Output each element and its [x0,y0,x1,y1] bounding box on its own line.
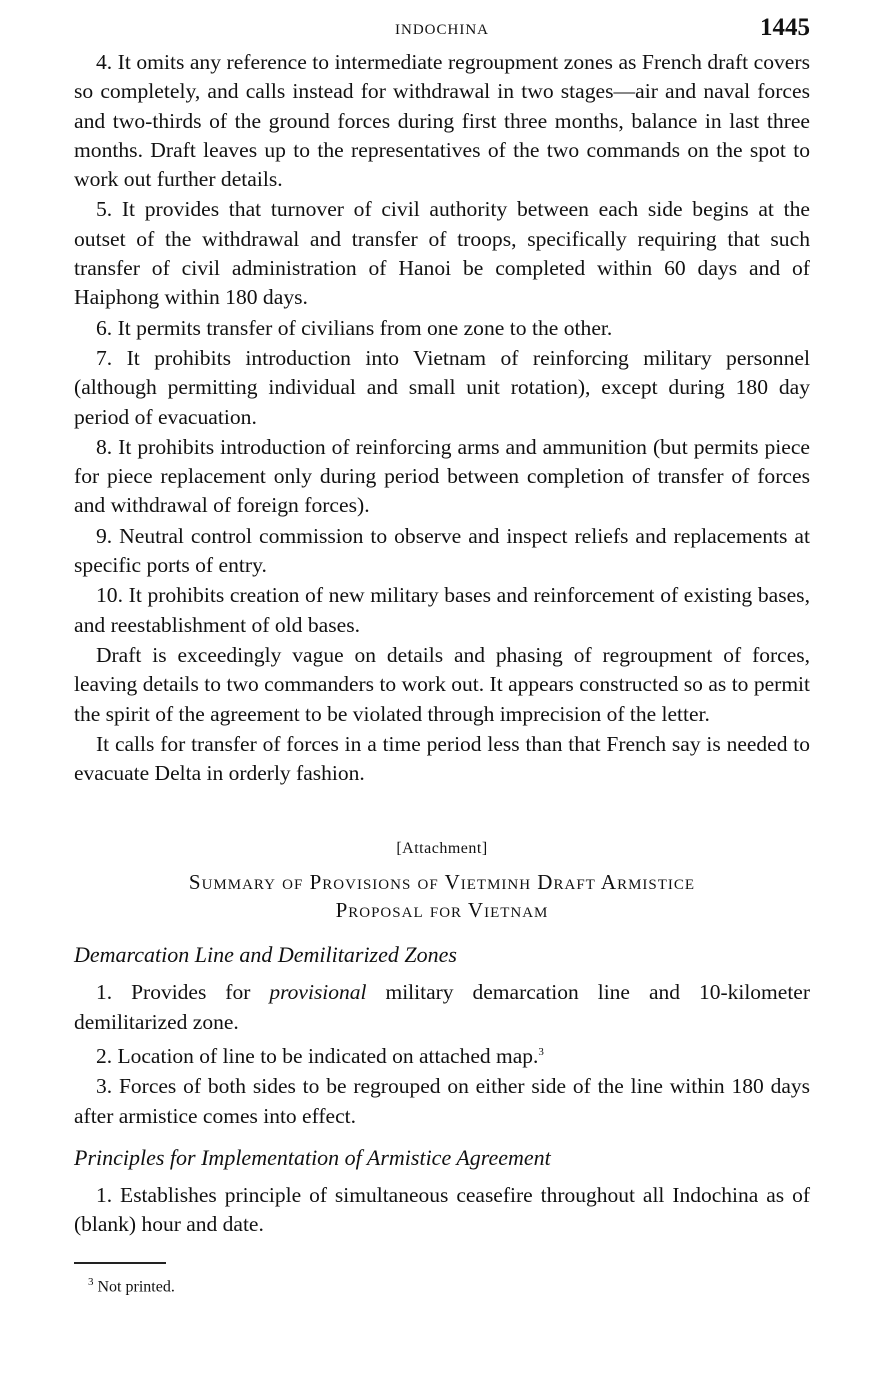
paragraph-item-4: 4. It omits any reference to intermediate regroupment zones as French draft covers so completely, and calls instead for withdrawal in two stages—air and naval forces and two-thirds of the ground forces during first three months, balance in last three months. Draft leaves up to the representatives of the two commands on the spot to work out further details. [74,50,810,192]
demarcation-item-3: 3. Forces of both sides to be regrouped on either side of the line within 180 days after armistice comes into effect. [74,1074,810,1128]
attachment-title-line1: Summary of Provisions of Vietminh Draft Armistice [188,870,696,895]
paragraph-item-8: 8. It prohibits introduction of reinforcing arms and ammunition (but permits piece for piece replacement only during period between completion of transfer of forces and withdrawal of foreign forces). [74,434,810,518]
paragraph-item-5: 5. It provides that turnover of civil authority between each side begins at the outset of the withdrawal and transfer of troops, specifically requiring that such transfer of civil administration of Hanoi be completed within 60 days and of Haiphong within 180 days. [74,197,810,310]
attachment-label: [Attachment] [396,840,488,858]
footnote-divider [74,1262,166,1264]
paragraph-draft-vague: Draft is exceedingly vague on details and phasing of regroupment of forces, leaving details to two commanders to work out. It appears constructed so as to permit the spirit of the agreement to be violated through imprecision of the letter. [74,642,810,726]
paragraph-item-9: 9. Neutral control commission to observe and inspect reliefs and replacements at specific ports of entry. [74,523,810,578]
demarcation-item-1-prefix: 1. Provides for [96,980,270,1005]
provisional-emphasis: provisional [269,980,367,1005]
paragraph-transfer-period: It calls for transfer of forces in a time period less than that French say is needed to evacuate Delta in orderly fashion. [74,731,810,786]
footnote-text: Not printed. [97,1277,175,1295]
page-number: 1445 [760,14,810,41]
demarcation-item-2 [74,1038,810,1071]
footnote-reference: 3 [538,1046,544,1059]
section-heading-demarcation: Demarcation Line and Demilitarized Zones [74,942,457,968]
paragraph-item-10: 10. It prohibits creation of new military bases and reinforcement of existing bases, and reestablishment of old bases. [74,583,810,637]
paragraph-item-7: 7. It prohibits introduction into Vietnam of reinforcing military personnel (although permitting individual and small unit rotation), except during 180 day period of evacuation. [74,345,810,429]
running-header [74,14,810,48]
demarcation-item-1 [74,978,810,1037]
attachment-title [74,868,810,924]
demarcation-item-2-text: 2. Location of line to be indicated on attached map. [96,1044,539,1069]
footnote [88,1276,810,1296]
document-page [74,14,810,1296]
attachment-title-line2: Proposal for Vietnam [335,898,549,923]
implementation-item-1: 1. Establishes principle of simultaneous ceasefire throughout all Indochina as of (blank) hour and date. [74,1183,810,1237]
section-heading-implementation: Principles for Implementation of Armistice Agreement [74,1145,551,1171]
paragraph-item-6: 6. It permits transfer of civilians from one zone to the other. [96,315,613,340]
footnote-marker: 3 [88,1275,94,1288]
running-title: INDOCHINA [395,22,489,38]
demarcation-item-1-suffix: military demarcation line and 10-kilometer demilitarized zone. [74,980,811,1034]
